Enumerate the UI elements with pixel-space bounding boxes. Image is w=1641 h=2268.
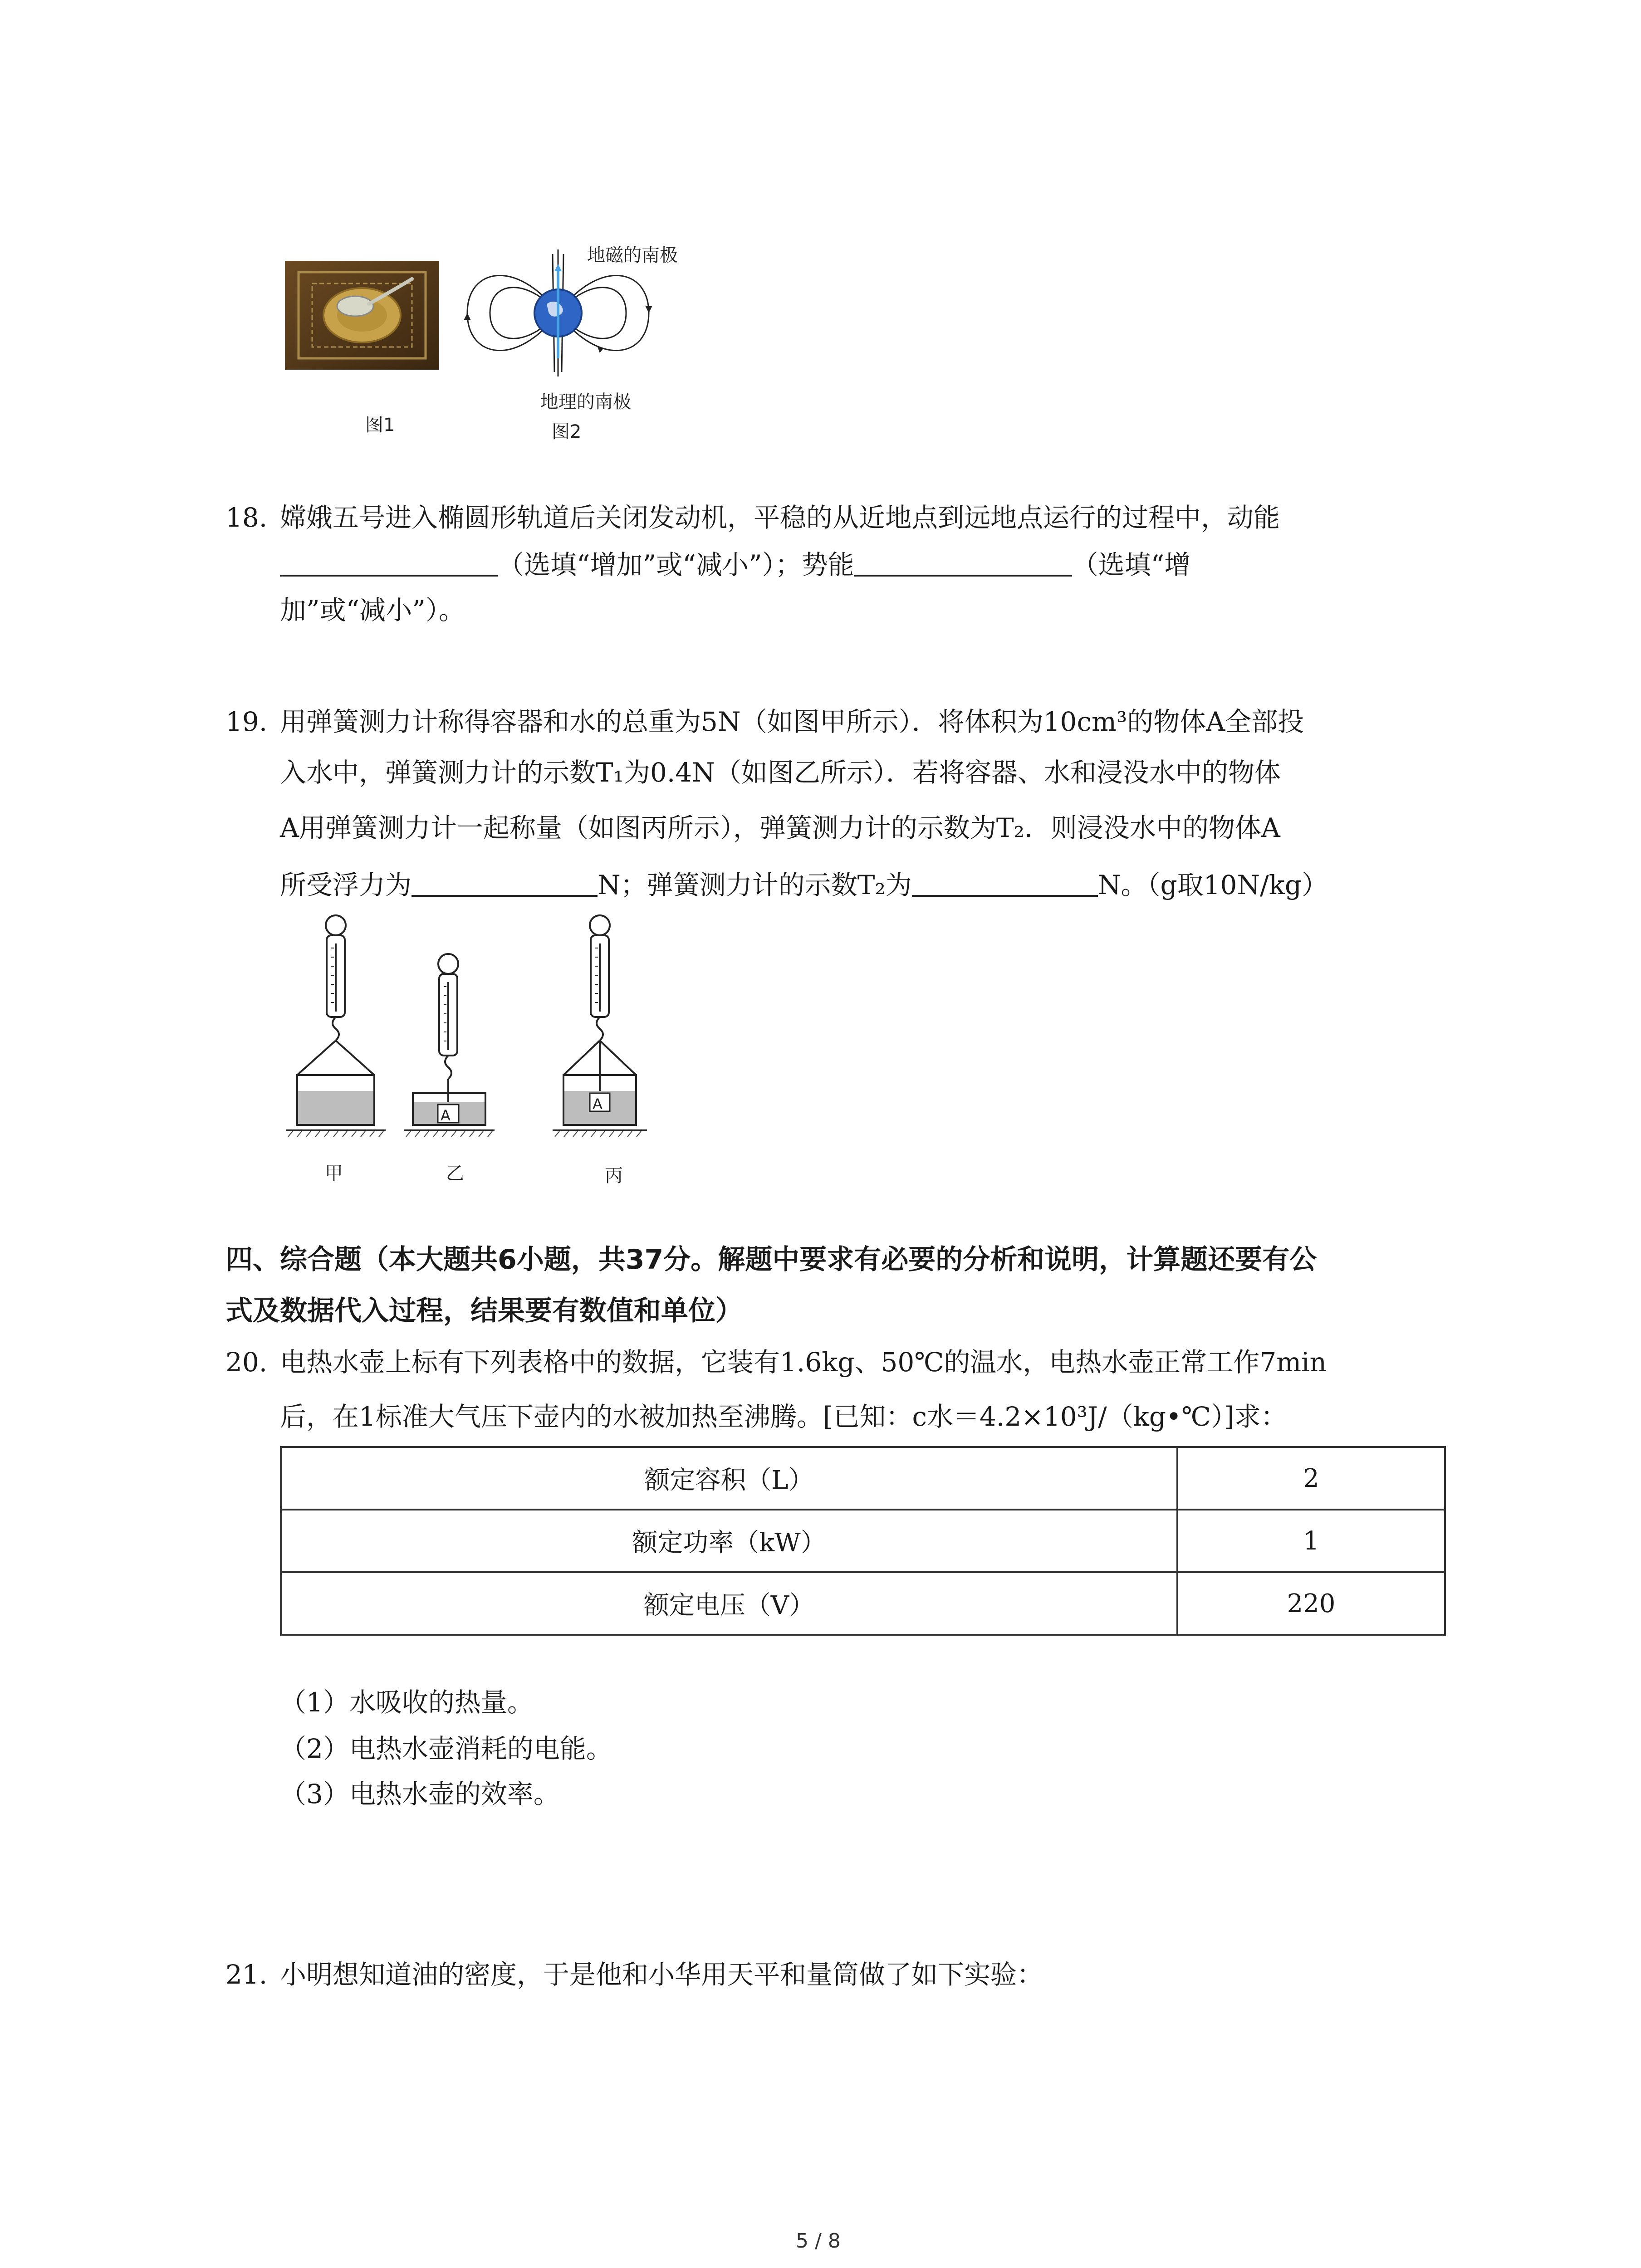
q18-line3: 加”或“减小”）。 (280, 595, 465, 626)
fig-bing-label: 丙 (605, 1165, 623, 1186)
block-a-label-yi: A (441, 1107, 451, 1124)
magnetic-south-label: 地磁的南极 (587, 245, 678, 266)
q19-blank-t2[interactable] (912, 869, 1098, 897)
q18-blank-kinetic[interactable] (280, 548, 498, 577)
table-cell-label: 额定容积（L） (281, 1447, 1177, 1510)
table-cell-label: 额定功率（kW） (281, 1510, 1177, 1572)
q20-line2: 后，在1标准大气压下壶内的水被加热至沸腾。[已知：c水＝4.2×10³J/（kg•℃）]求： (280, 1401, 1287, 1432)
fig-yi-label: 乙 (446, 1163, 464, 1184)
table-row (281, 1447, 1445, 1510)
table-cell-value: 1 (1177, 1510, 1445, 1572)
figure-compass (280, 252, 448, 374)
q21-number: 21. (225, 1959, 268, 1990)
q21-line1: 小明想知道油的密度，于是他和小华用天平和量筒做了如下实验： (280, 1959, 1043, 1990)
kettle-spec-table (280, 1446, 1446, 1636)
q18-line1: 嫦娥五号进入椭圆形轨道后关闭发动机，平稳的从近地点到远地点运行的过程中，动能 (280, 502, 1280, 533)
q19-line1: 用弹簧测力计称得容器和水的总重为5N（如图甲所示）．将体积为10cm³的物体A全部投 (280, 706, 1304, 737)
q20-line1: 电热水壶上标有下列表格中的数据，它装有1.6kg、50℃的温水，电热水壶正常工作7min (280, 1347, 1327, 1378)
page-number: 5 / 8 (796, 2229, 841, 2253)
table-cell-value: 220 (1177, 1572, 1445, 1635)
figure-spring-scales (277, 912, 667, 1193)
q20-number: 20. (225, 1347, 268, 1378)
q19-line2: 入水中，弹簧测力计的示数T₁为0.4N（如图乙所示）．若将容器、水和浸没水中的物体 (280, 757, 1281, 788)
q20-sub2: （2）电热水壶消耗的电能。 (280, 1733, 612, 1764)
table-cell-value: 2 (1177, 1447, 1445, 1510)
section4-heading-line1: 四、综合题（本大题共6小题，共37分。解题中要求有必要的分析和说明，计算题还要有公 (225, 1244, 1317, 1276)
q18-number: 18. (225, 502, 268, 533)
q18-line2: （选填“增加”或“减小”）；势能 （选填“增 (280, 540, 1190, 590)
q20-sub3: （3）电热水壶的效率。 (280, 1779, 560, 1809)
q18-blank-potential[interactable] (854, 548, 1072, 577)
q20-sub1: （1）水吸收的热量。 (280, 1687, 534, 1718)
q19-blank-buoyancy[interactable] (411, 869, 598, 897)
geographic-south-label: 地理的南极 (540, 391, 631, 412)
q19-line4: 所受浮力为 N；弹簧测力计的示数T₂为 N。（g取10N/kg） (280, 870, 1328, 900)
fig2-label: 图2 (552, 421, 582, 442)
table-row (281, 1572, 1445, 1635)
block-a-label-bing: A (593, 1095, 603, 1113)
table-cell-label: 额定电压（V） (281, 1572, 1177, 1635)
fig-jia-label: 甲 (325, 1163, 343, 1184)
table-row (281, 1510, 1445, 1572)
q19-line3: A用弹簧测力计一起称量（如图丙所示），弹簧测力计的示数为T₂．则浸没水中的物体A (280, 812, 1280, 843)
section4-heading-line2: 式及数据代入过程，结果要有数值和单位） (225, 1295, 743, 1327)
q19-number: 19. (225, 706, 268, 737)
fig1-label: 图1 (365, 415, 395, 435)
